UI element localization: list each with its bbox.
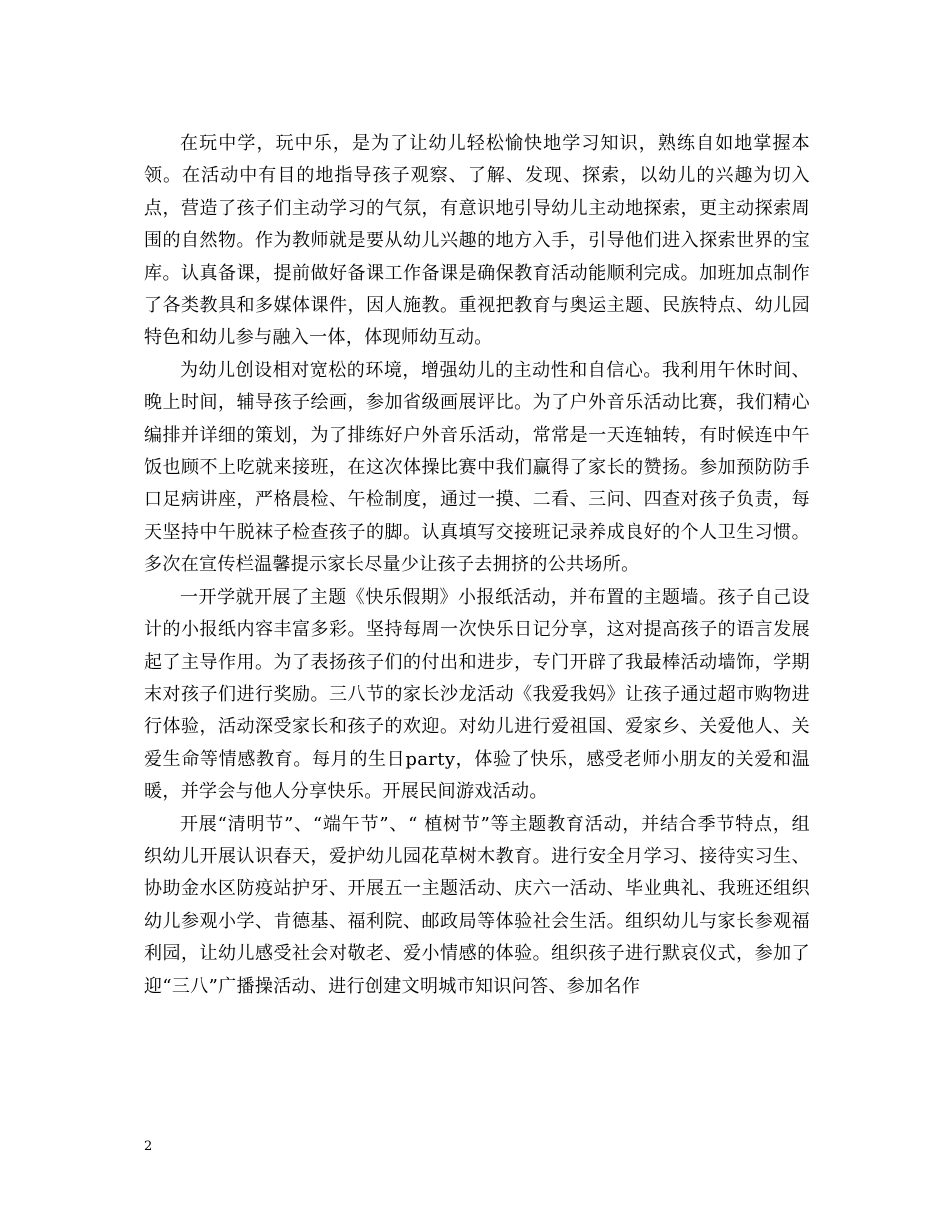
page-number: 2 xyxy=(144,1139,153,1154)
paragraph-3: 一开学就开展了主题《快乐假期》小报纸活动，并布置的主题墙。孩子自己设计的小报纸内容丰富多彩。坚持每周一次快乐日记分享，这对提高孩子的语言发展起了主导作用。为了表扬孩子们的付出和进步，专门开辟了我最棒活动墙饰，学期末对孩子们进行奖励。三八节的家长沙龙活动《我爱我妈》让孩子通过超市购物进行体验，活动深受家长和孩子的欢迎。对幼儿进行爱祖国、爱家乡、关爱他人、关爱生命等情感教育。每月的生日party，体验了快乐，感受老师小朋友的关爱和温暖，并学会与他人分享快乐。开展民间游戏活动。 xyxy=(144,586,810,803)
paragraph-2: 为幼儿创设相对宽松的环境，增强幼儿的主动性和自信心。我利用午休时间、晚上时间，辅导孩子绘画，参加省级画展评比。为了户外音乐活动比赛，我们精心编排并详细的策划，为了排练好户外音乐活动，常常是一天连轴转，有时候连中午饭也顾不上吃就来接班，在这次体操比赛中我们赢得了家长的赞扬。参加预防防手口足病讲座，严格晨检、午检制度，通过一摸、二看、三问、四查对孩子负责，每天坚持中午脱袜子检查孩子的脚。认真填写交接班记录养成良好的个人卫生习惯。多次在宣传栏温馨提示家长尽量少让孩子去拥挤的公共场所。 xyxy=(144,359,810,576)
document-body xyxy=(144,128,810,1003)
paragraph-4: 开展“清明节”、“端午节”、“ 植树节”等主题教育活动，并结合季节特点，组织幼儿开展认识春天，爱护幼儿园花草树木教育。进行安全月学习、接待实习生、协助金水区防疫站护牙、开展五一主题活动、庆六一活动、毕业典礼、我班还组织幼儿参观小学、肯德基、福利院、邮政局等体验社会生活。组织幼儿与家长参观福利园，让幼儿感受社会对敬老、爱小情感的体验。组织孩子进行默哀仪式，参加了迎“三八”广播操活动、进行创建文明城市知识问答、参加名作 xyxy=(144,813,810,997)
paragraph-1: 在玩中学，玩中乐，是为了让幼儿轻松愉快地学习知识，熟练自如地掌握本领。在活动中有目的地指导孩子观察、了解、发现、探索，以幼儿的兴趣为切入点，营造了孩子们主动学习的气氛，有意识地引导幼儿主动地探索，更主动探索周围的自然物。作为教师就是要从幼儿兴趣的地方入手，引导他们进入探索世界的宝库。认真备课，提前做好备课工作备课是确保教育活动能顺利完成。加班加点制作了各类教具和多媒体课件，因人施教。重视把教育与奥运主题、民族特点、幼儿园特色和幼儿参与融入一体，体现师幼互动。 xyxy=(144,133,810,349)
